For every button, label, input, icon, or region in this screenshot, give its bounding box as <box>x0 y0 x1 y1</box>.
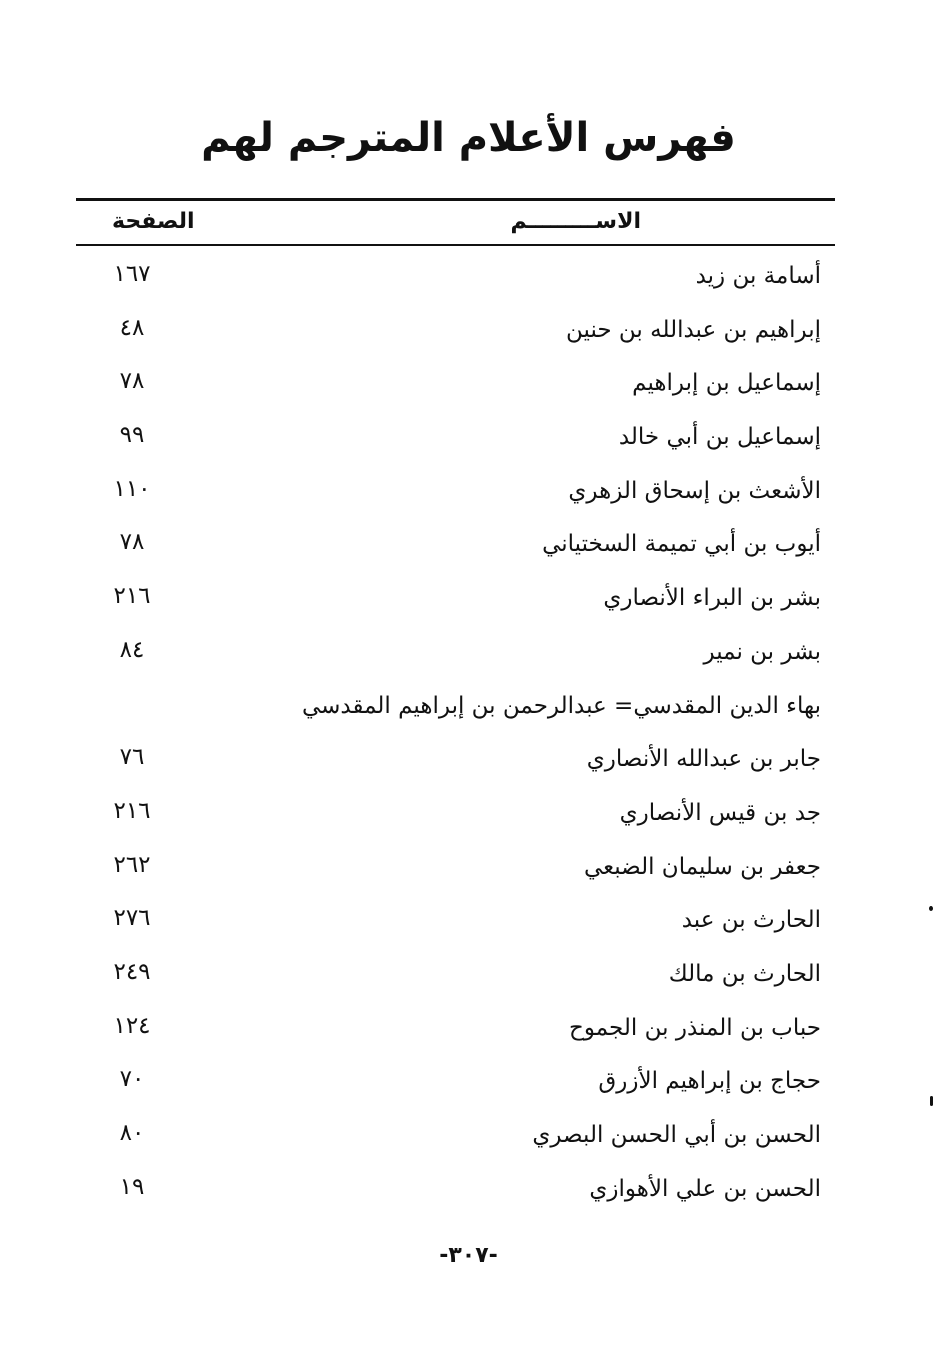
entry-name: الحسن بن علي الأهوازي <box>589 1175 821 1202</box>
name-column-header: الاســـــــــم <box>510 209 641 234</box>
page-column-header: الصفحة <box>112 209 195 234</box>
entry-name: بشر بن البراء الأنصاري <box>603 585 821 612</box>
entry-page: ٢١٦ <box>113 583 151 610</box>
entry-page: ٢٧٦ <box>113 905 151 932</box>
entry-name: حباب بن المنذر بن الجموح <box>569 1014 821 1041</box>
entry-name: الحارث بن عبد <box>681 907 821 934</box>
entry-name: الحارث بن مالك <box>668 960 821 987</box>
entry-page: ٧٦ <box>119 744 145 771</box>
entry-page: ٧٨ <box>119 529 145 556</box>
index-entry <box>76 893 835 947</box>
index-entry <box>76 840 835 894</box>
entry-name: جد بن قيس الأنصاري <box>619 799 821 826</box>
entry-name: إبراهيم بن عبدالله بن حنين <box>566 316 821 343</box>
entry-page: ٩٩ <box>119 422 145 449</box>
entry-name: إسماعيل بن أبي خالد <box>618 424 821 451</box>
entry-page: ٨٤ <box>119 636 145 663</box>
index-entry <box>76 356 835 410</box>
page-number: -٣٠٧- <box>439 1243 498 1268</box>
scan-speck <box>930 1096 933 1106</box>
entry-name: جابر بن عبدالله الأنصاري <box>586 746 821 773</box>
page-title: فهرس الأعلام المترجم لهم <box>201 115 736 161</box>
index-list <box>76 249 835 1215</box>
entry-page: ٧٨ <box>119 368 145 395</box>
entry-page: ١٩ <box>119 1173 145 1200</box>
entry-page: ٢٦٢ <box>113 851 151 878</box>
index-entry <box>76 1162 835 1216</box>
entry-name: حجاج بن إبراهيم الأزرق <box>598 1068 821 1095</box>
index-entry <box>76 625 835 679</box>
entry-name: أيوب بن أبي تميمة السختياني <box>542 531 821 558</box>
index-entry <box>76 947 835 1001</box>
top-rule <box>76 198 835 201</box>
index-entry <box>76 1001 835 1055</box>
entry-page: ٢٤٩ <box>113 958 151 985</box>
entry-page: ١٦٧ <box>113 261 151 287</box>
index-entry <box>76 249 835 303</box>
entry-name: جعفر بن سليمان الضبعي <box>583 853 821 880</box>
entry-name: أسامة بن زيد <box>695 263 821 289</box>
entry-page: ١١٠ <box>113 475 151 502</box>
index-entry <box>76 679 835 733</box>
scan-speck <box>929 906 933 911</box>
index-entry <box>76 571 835 625</box>
index-entry <box>76 517 835 571</box>
index-entry <box>76 303 835 357</box>
entry-name: بهاء الدين المقدسي= عبدالرحمن بن إبراهيم المقدسي <box>301 692 821 719</box>
entry-name: بشر بن نمير <box>703 638 821 665</box>
entry-name: إسماعيل بن إبراهيم <box>632 370 821 397</box>
entry-name: الحسن بن أبي الحسن البصري <box>532 1122 821 1148</box>
entry-name: الأشعث بن إسحاق الزهري <box>568 477 821 504</box>
entry-page: ٧٠ <box>119 1066 145 1093</box>
entry-page: ٨٠ <box>119 1120 145 1146</box>
index-entry <box>76 1054 835 1108</box>
entry-page: ٢١٦ <box>113 797 151 824</box>
index-entry <box>76 1108 835 1162</box>
index-entry <box>76 786 835 840</box>
entry-page: ٤٨ <box>119 314 145 341</box>
index-entry <box>76 732 835 786</box>
entry-page: ١٢٤ <box>113 1012 151 1039</box>
index-entry <box>76 464 835 518</box>
index-entry <box>76 410 835 464</box>
header-rule <box>76 244 835 246</box>
